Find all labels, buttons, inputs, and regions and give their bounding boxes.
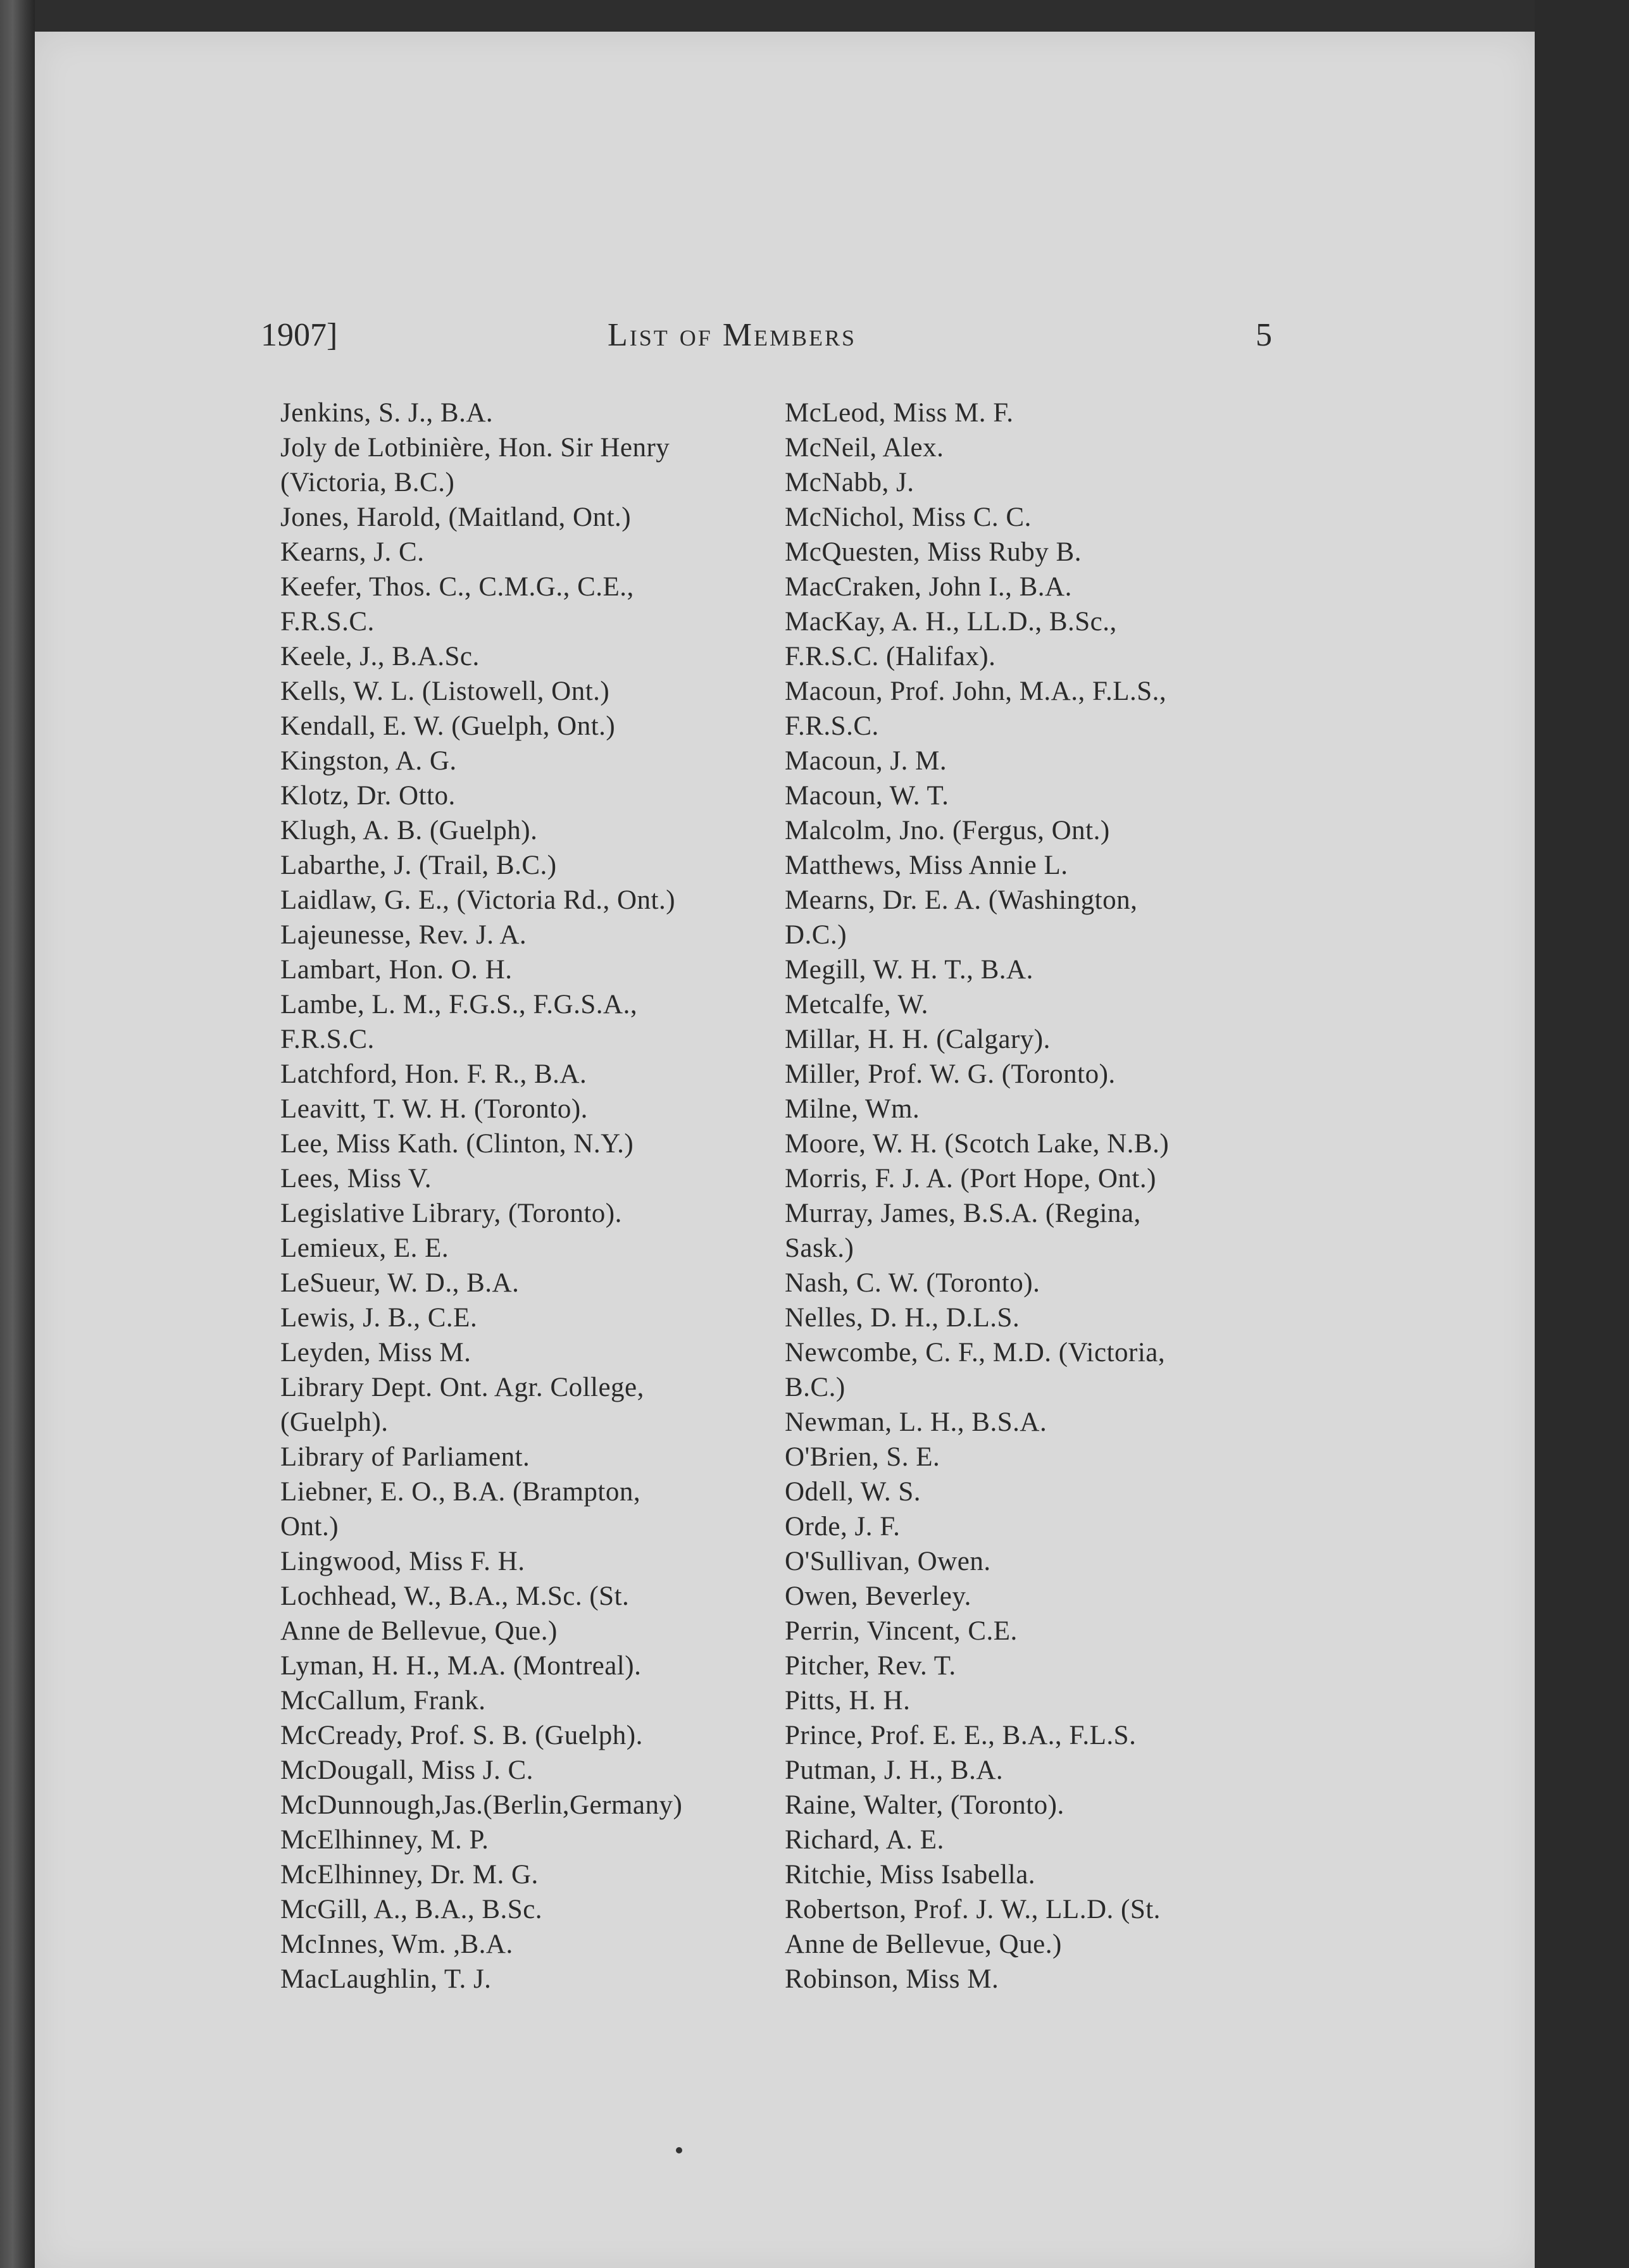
member-entry	[280, 1092, 799, 1126]
member-entry-line: Kearns, J. C.	[280, 537, 425, 567]
member-entry-line: Orde, J. F.	[785, 1512, 901, 1542]
member-entry-line: Morris, F. J. A. (Port Hope, Ont.)	[785, 1164, 1156, 1193]
member-entry	[280, 1788, 799, 1822]
member-entry	[785, 1753, 1304, 1788]
member-entry-line: Leyden, Miss M.	[280, 1338, 471, 1368]
member-entry	[280, 848, 799, 883]
member-entry-line: MacKay, A. H., LL.D., B.Sc.,	[785, 607, 1117, 637]
header-title: List of Members	[608, 317, 857, 353]
member-entry	[280, 500, 799, 535]
member-entry	[785, 604, 1304, 674]
header-year: 1907]	[261, 317, 338, 353]
member-entry	[785, 1892, 1304, 1962]
member-entry-line: Raine, Walter, (Toronto).	[785, 1790, 1064, 1820]
member-entry	[785, 1057, 1304, 1092]
member-entry-continuation: Ont.)	[280, 1512, 339, 1542]
member-entry	[280, 1892, 799, 1927]
member-entry-line: Klotz, Dr. Otto.	[280, 781, 456, 811]
member-entry-line: McDunnough,Jas.(Berlin,Germany)	[280, 1790, 683, 1820]
member-entry-line: Robinson, Miss M.	[785, 1964, 999, 1994]
running-header	[261, 316, 1272, 361]
member-entry-line: Miller, Prof. W. G. (Toronto).	[785, 1059, 1116, 1089]
member-entry-line: McNabb, J.	[785, 468, 914, 497]
member-entry	[785, 883, 1304, 952]
member-entry	[785, 1579, 1304, 1614]
member-entry	[785, 1092, 1304, 1126]
member-entry-line: McInnes, Wm. ,B.A.	[280, 1929, 513, 1959]
member-entry	[280, 1126, 799, 1161]
member-entry	[280, 1231, 799, 1266]
member-entry	[785, 1022, 1304, 1057]
member-entry-line: McElhinney, M. P.	[280, 1825, 489, 1855]
member-entry-line: McCallum, Frank.	[280, 1686, 486, 1716]
member-entry	[785, 1335, 1304, 1405]
member-entry	[785, 1126, 1304, 1161]
member-entry-line: Metcalfe, W.	[785, 990, 928, 1019]
member-entry	[280, 1962, 799, 1997]
member-entry	[280, 1300, 799, 1335]
member-entry-line: Joly de Lotbinière, Hon. Sir Henry	[280, 433, 670, 463]
member-entry-line: Keele, J., B.A.Sc.	[280, 642, 480, 671]
member-entry	[280, 674, 799, 709]
member-entry-line: Kingston, A. G.	[280, 746, 457, 776]
member-entry-line: Lyman, H. H., M.A. (Montreal).	[280, 1651, 642, 1681]
member-entry-line: O'Brien, S. E.	[785, 1442, 940, 1472]
member-list-right-column	[785, 396, 1304, 1997]
member-entry-line: Library Dept. Ont. Agr. College,	[280, 1373, 644, 1402]
member-entry	[785, 1440, 1304, 1474]
member-entry	[280, 535, 799, 570]
member-entry-line: O'Sullivan, Owen.	[785, 1547, 991, 1576]
member-entry-line: Kendall, E. W. (Guelph, Ont.)	[280, 711, 616, 741]
member-entry-line: Murray, James, B.S.A. (Regina,	[785, 1199, 1141, 1228]
member-entry-line: McDougall, Miss J. C.	[280, 1755, 534, 1785]
member-entry	[785, 744, 1304, 778]
member-entry-line: Lee, Miss Kath. (Clinton, N.Y.)	[280, 1129, 634, 1159]
member-entry	[280, 1648, 799, 1683]
member-entry-continuation: Anne de Bellevue, Que.)	[280, 1616, 558, 1646]
member-entry	[785, 1266, 1304, 1300]
member-entry-line: Lees, Miss V.	[280, 1164, 432, 1193]
member-entry-line: Mearns, Dr. E. A. (Washington,	[785, 885, 1138, 915]
member-entry	[785, 1614, 1304, 1648]
member-entry-line: Lambart, Hon. O. H.	[280, 955, 513, 985]
member-entry-line: Malcolm, Jno. (Fergus, Ont.)	[785, 816, 1110, 845]
member-entry-line: Lewis, J. B., C.E.	[280, 1303, 478, 1333]
member-entry-continuation: Anne de Bellevue, Que.)	[785, 1929, 1062, 1959]
member-entry-line: Lochhead, W., B.A., M.Sc. (St.	[280, 1581, 630, 1611]
member-entry	[785, 952, 1304, 987]
member-entry	[280, 744, 799, 778]
member-entry-line: Macoun, Prof. John, M.A., F.L.S.,	[785, 676, 1167, 706]
member-entry-line: Newcombe, C. F., M.D. (Victoria,	[785, 1338, 1166, 1368]
member-entry-continuation: F.R.S.C.	[280, 607, 375, 637]
member-entry-line: McQuesten, Miss Ruby B.	[785, 537, 1082, 567]
member-entry-line: Kells, W. L. (Listowell, Ont.)	[280, 676, 610, 706]
member-entry	[280, 1927, 799, 1962]
member-entry	[280, 1196, 799, 1231]
member-entry	[280, 883, 799, 918]
member-entry	[785, 396, 1304, 430]
member-entry-continuation: B.C.)	[785, 1373, 846, 1402]
member-entry	[785, 813, 1304, 848]
member-entry-line: LeSueur, W. D., B.A.	[280, 1268, 520, 1298]
member-entry-line: Newman, L. H., B.S.A.	[785, 1407, 1047, 1437]
member-entry	[280, 778, 799, 813]
member-entry-line: Lajeunesse, Rev. J. A.	[280, 920, 527, 950]
member-entry	[785, 1683, 1304, 1718]
member-entry	[785, 1857, 1304, 1892]
member-entry	[280, 430, 799, 500]
member-entry	[785, 1718, 1304, 1753]
member-entry	[785, 674, 1304, 744]
member-entry-line: Jones, Harold, (Maitland, Ont.)	[280, 502, 632, 532]
member-entry-continuation: (Guelph).	[280, 1407, 389, 1437]
member-entry-line: McLeod, Miss M. F.	[785, 398, 1014, 428]
member-entry-line: Owen, Beverley.	[785, 1581, 971, 1611]
member-entry	[785, 1300, 1304, 1335]
member-entry	[785, 1405, 1304, 1440]
member-entry-line: MacLaughlin, T. J.	[280, 1964, 492, 1994]
page-number: 5	[1256, 317, 1272, 353]
member-entry	[785, 987, 1304, 1022]
member-entry-line: MacCraken, John I., B.A.	[785, 572, 1072, 602]
member-entry	[785, 778, 1304, 813]
member-entry	[280, 1822, 799, 1857]
member-entry-line: Library of Parliament.	[280, 1442, 530, 1472]
member-entry	[785, 570, 1304, 604]
member-entry	[280, 952, 799, 987]
member-entry	[280, 1683, 799, 1718]
member-entry	[280, 813, 799, 848]
member-entry-line: Lemieux, E. E.	[280, 1233, 449, 1263]
member-entry-line: Latchford, Hon. F. R., B.A.	[280, 1059, 587, 1089]
member-entry-line: Moore, W. H. (Scotch Lake, N.B.)	[785, 1129, 1170, 1159]
member-entry	[280, 1161, 799, 1196]
member-entry-line: Lingwood, Miss F. H.	[280, 1547, 525, 1576]
member-entry	[280, 1440, 799, 1474]
member-entry-line: Keefer, Thos. C., C.M.G., C.E.,	[280, 572, 634, 602]
member-entry	[785, 1196, 1304, 1266]
member-entry	[785, 430, 1304, 465]
member-entry	[785, 1544, 1304, 1579]
member-entry-continuation: F.R.S.C.	[785, 711, 879, 741]
member-entry-line: Macoun, J. M.	[785, 746, 947, 776]
member-entry	[785, 535, 1304, 570]
member-entry-line: Robertson, Prof. J. W., LL.D. (St.	[785, 1895, 1161, 1924]
member-entry	[280, 1266, 799, 1300]
member-entry-line: Klugh, A. B. (Guelph).	[280, 816, 538, 845]
book-spine-edge	[0, 0, 35, 2268]
member-entry-line: McNichol, Miss C. C.	[785, 502, 1032, 532]
member-entry-continuation: F.R.S.C. (Halifax).	[785, 642, 996, 671]
member-entry	[785, 1509, 1304, 1544]
member-entry-continuation: F.R.S.C.	[280, 1025, 375, 1054]
member-entry	[785, 1822, 1304, 1857]
member-entry	[280, 987, 799, 1057]
member-entry-line: Laidlaw, G. E., (Victoria Rd., Ont.)	[280, 885, 676, 915]
member-entry	[280, 1335, 799, 1370]
member-entry-line: Milne, Wm.	[785, 1094, 920, 1124]
member-entry-line: Macoun, W. T.	[785, 781, 949, 811]
member-entry	[280, 1057, 799, 1092]
member-entry-line: Megill, W. H. T., B.A.	[785, 955, 1033, 985]
member-entry-line: Putman, J. H., B.A.	[785, 1755, 1004, 1785]
ink-speck	[676, 2147, 682, 2153]
member-entry	[785, 1474, 1304, 1509]
member-entry	[280, 1544, 799, 1579]
member-entry	[785, 1788, 1304, 1822]
member-entry	[785, 1648, 1304, 1683]
member-entry	[785, 465, 1304, 500]
member-entry	[280, 1857, 799, 1892]
member-entry	[280, 639, 799, 674]
member-entry	[785, 1962, 1304, 1997]
member-entry-line: Matthews, Miss Annie L.	[785, 850, 1068, 880]
member-entry-line: Jenkins, S. J., B.A.	[280, 398, 494, 428]
member-entry	[280, 1718, 799, 1753]
member-entry-line: Leavitt, T. W. H. (Toronto).	[280, 1094, 588, 1124]
member-entry	[280, 1753, 799, 1788]
member-entry-line: Legislative Library, (Toronto).	[280, 1199, 622, 1228]
member-entry-line: Labarthe, J. (Trail, B.C.)	[280, 850, 557, 880]
member-entry	[280, 918, 799, 952]
member-entry-line: McNeil, Alex.	[785, 433, 944, 463]
member-entry	[280, 1579, 799, 1648]
member-entry	[785, 500, 1304, 535]
member-entry	[785, 848, 1304, 883]
member-entry-line: McGill, A., B.A., B.Sc.	[280, 1895, 543, 1924]
scan-right-border	[1535, 0, 1629, 2268]
member-entry-line: Pitts, H. H.	[785, 1686, 911, 1716]
member-entry-line: Lambe, L. M., F.G.S., F.G.S.A.,	[280, 990, 638, 1019]
member-entry-line: Pitcher, Rev. T.	[785, 1651, 956, 1681]
member-entry-continuation: Sask.)	[785, 1233, 854, 1263]
member-entry-line: Liebner, E. O., B.A. (Brampton,	[280, 1477, 641, 1507]
member-entry-continuation: D.C.)	[785, 920, 847, 950]
member-entry	[280, 1370, 799, 1440]
member-list-left-column	[280, 396, 799, 1997]
member-entry-line: Ritchie, Miss Isabella.	[785, 1860, 1036, 1890]
member-entry-line: Prince, Prof. E. E., B.A., F.L.S.	[785, 1721, 1137, 1750]
member-entry	[280, 396, 799, 430]
member-entry	[280, 709, 799, 744]
member-entry-line: Millar, H. H. (Calgary).	[785, 1025, 1051, 1054]
member-entry-line: McCready, Prof. S. B. (Guelph).	[280, 1721, 643, 1750]
scan-top-border	[0, 0, 1629, 35]
member-entry	[280, 570, 799, 639]
member-entry-line: Odell, W. S.	[785, 1477, 921, 1507]
member-entry	[280, 1474, 799, 1544]
member-entry-line: Richard, A. E.	[785, 1825, 944, 1855]
member-entry-line: Nelles, D. H., D.L.S.	[785, 1303, 1020, 1333]
member-entry-line: Perrin, Vincent, C.E.	[785, 1616, 1018, 1646]
member-entry-line: Nash, C. W. (Toronto).	[785, 1268, 1040, 1298]
member-entry	[785, 1161, 1304, 1196]
member-entry-line: McElhinney, Dr. M. G.	[280, 1860, 539, 1890]
member-entry-continuation: (Victoria, B.C.)	[280, 468, 455, 497]
